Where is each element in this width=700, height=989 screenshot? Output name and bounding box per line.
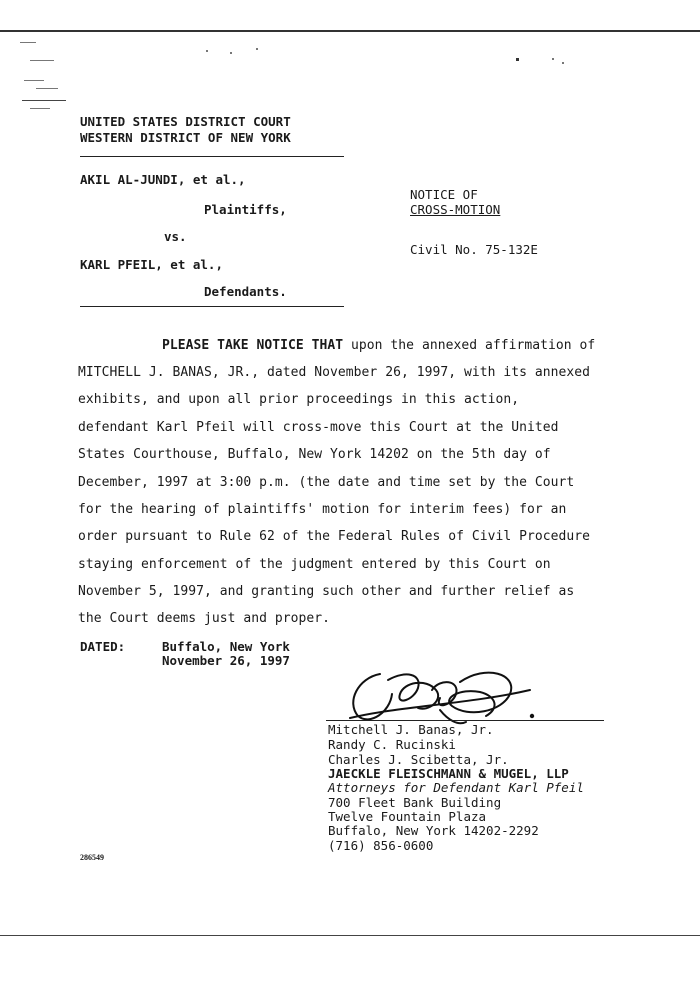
body-line-10: November 5, 1997, and granting such other and further relief as: [78, 584, 575, 599]
body-line-11: the Court deems just and proper.: [78, 611, 331, 626]
dated-label: DATED:: [80, 639, 126, 654]
document-id: 286549: [80, 853, 104, 862]
signature-line: [326, 720, 604, 721]
court-name: UNITED STATES DISTRICT COURT: [80, 114, 291, 129]
versus: vs.: [164, 229, 187, 244]
body-line-4: defendant Karl Pfeil will cross-move this Court at the United: [78, 420, 559, 435]
top-scan-border: [0, 30, 700, 32]
notice-lead: PLEASE TAKE NOTICE THAT: [162, 338, 344, 353]
law-firm: JAECKLE FLEISCHMANN & MUGEL, LLP: [328, 766, 569, 781]
defendant-name: KARL PFEIL, et al.,: [80, 257, 223, 272]
bottom-scan-border: [0, 935, 700, 936]
body-line-3: exhibits, and upon all prior proceedings in this action,: [78, 392, 520, 407]
document-title-line1: NOTICE OF: [410, 187, 478, 202]
attorney-role: Attorneys for Defendant Karl Pfeil: [328, 780, 584, 795]
civil-number: Civil No. 75-132E: [410, 242, 538, 257]
court-district: WESTERN DISTRICT OF NEW YORK: [80, 130, 291, 145]
notice-lead-rest: upon the annexed affirmation of: [343, 338, 596, 353]
attorney-1: Mitchell J. Banas, Jr.: [328, 722, 494, 737]
dated-date: November 26, 1997: [162, 653, 290, 668]
attorney-2: Randy C. Rucinski: [328, 737, 456, 752]
body-line-9: staying enforcement of the judgment entered by this Court on: [78, 557, 551, 572]
address-line-1: 700 Fleet Bank Building: [328, 795, 502, 810]
dated-place: Buffalo, New York: [162, 639, 290, 654]
body-line-2: MITCHELL J. BANAS, JR., dated November 26, 1997, with its annexed: [78, 365, 590, 380]
body-line-7: for the hearing of plaintiffs' motion for interim fees) for an: [78, 502, 567, 517]
document-title-line2: CROSS-MOTION: [410, 202, 501, 217]
phone-number: (716) 856-0600: [328, 838, 434, 853]
attorney-3: Charles J. Scibetta, Jr.: [328, 752, 509, 767]
body-line-6: December, 1997 at 3:00 p.m. (the date and time set by the Court: [78, 475, 575, 490]
caption-rule-bottom: [80, 306, 344, 307]
plaintiff-name: AKIL AL-JUNDI, et al.,: [80, 172, 246, 187]
body-line-8: order pursuant to Rule 62 of the Federal Rules of Civil Procedure: [78, 529, 590, 544]
address-line-3: Buffalo, New York 14202-2292: [328, 823, 539, 838]
defendant-role: Defendants.: [204, 284, 287, 299]
plaintiff-role: Plaintiffs,: [204, 202, 287, 217]
address-line-2: Twelve Fountain Plaza: [328, 809, 487, 824]
body-line-5: States Courthouse, Buffalo, New York 14202 on the 5th day of: [78, 447, 551, 462]
caption-rule-top: [80, 156, 344, 157]
body-line-1: [162, 338, 595, 353]
